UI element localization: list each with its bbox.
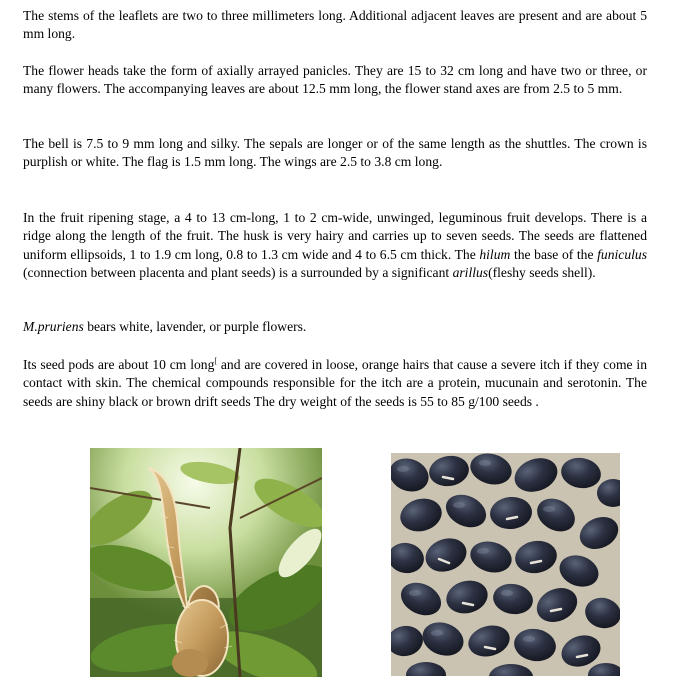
- paragraph-text: The flower heads take the form of axially arrayed panicles. They are 15 to 32 cm long and have two or three, or many flowers. The accompanying leaves are about 12.5 mm long, the flower stand axes are from 2.5 to 5 mm.: [23, 63, 647, 97]
- paragraph-text: In the fruit ripening stage, a 4 to 13 cm-long, 1 to 2 cm-wide, unwinged, leguminous fruit develops. There is a ridge along the length of the fruit. The husk is very hairy and carries up to seven seeds. The seeds are flattened uniform ellipsoids, 1 to 1.9 cm long, 0.8 to 1.3 cm wide and 4 to 6.5 cm thick. The: [23, 210, 647, 262]
- footnote-marker: [: [214, 356, 218, 366]
- paragraph-text: (fleshy seeds shell).: [488, 265, 596, 281]
- term-arillus: arillus: [452, 265, 489, 281]
- paragraph-text: and are covered in loose, orange hairs that cause a severe itch if they come in contact with skin. The chemical compounds responsible for the itch are a protein, mucunain and serotonin. The seeds are shiny black or brown drift seeds The dry weight of the seeds is 55 to 85 g/100 seeds .: [23, 357, 647, 409]
- seed-pod-photo: [90, 448, 322, 677]
- paragraph-text: bears white, lavender, or purple flowers.: [83, 319, 307, 334]
- term-funiculus: funiculus: [597, 246, 647, 262]
- paragraph-text: the base of the: [510, 246, 598, 262]
- paragraph-text: (connection between placenta and plant seeds) is a surrounded by a significant: [23, 265, 453, 281]
- species-name: M.pruriens: [23, 319, 84, 334]
- paragraph-flowers-color: [23, 318, 647, 336]
- paragraph-fruit-ripening: [23, 209, 647, 283]
- paragraph-text: The bell is 7.5 to 9 mm long and silky. The sepals are longer or of the same length as the shuttles. The crown is purplish or white. The flag is 1.5 mm long. The wings are 2.5 to 3.8 cm long.: [23, 136, 647, 170]
- seeds-photo: [391, 453, 620, 676]
- paragraph-bell: [23, 135, 647, 172]
- term-hilum: hilum: [479, 246, 511, 262]
- paragraph-leaflet-stems: [23, 7, 647, 44]
- paragraph-text: The stems of the leaflets are two to three millimeters long. Additional adjacent leaves are present and are about 5 mm long.: [23, 8, 647, 42]
- paragraph-text: Its seed pods are about 10 cm long: [23, 357, 215, 372]
- paragraph-seed-pods: [23, 356, 647, 411]
- paragraph-flower-heads: [23, 62, 647, 99]
